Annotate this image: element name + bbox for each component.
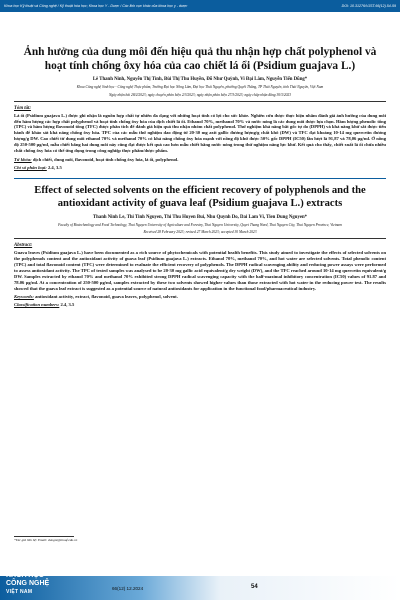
en-authors: Thanh Ninh Le, Thi Tinh Nguyen, Thi Thu Huyen Bui, Nhu Quynh Do, Dai Lam Vi, Tien Dung Nguyen* xyxy=(92,214,308,220)
vn-classification xyxy=(14,165,386,170)
vn-dates: Ngày nhận bài 28/2/2023; ngày chuyển phản biện 2/3/2023; ngày nhận phản biện 27/3/2023; ngày chấp nhận đăng 30/3/2023 xyxy=(108,92,292,97)
en-affiliation: Faculty of Biotechnology and Food Technology, Thai Nguyen University of Agriculture and Forestry, Thai Nguyen University, Quyet Thang Ward, Thai Nguyen City, Thai Nguyen Province, Vietnam xyxy=(58,222,342,227)
vn-title: Ảnh hưởng của dung môi đến hiệu quả thu nhận hợp chất polyphenol và hoạt tính chống ôxy hóa của cao chiết lá ổi (Psidium guajava L.) xyxy=(23,46,377,72)
logo-line-3: VIỆT NAM xyxy=(6,589,33,595)
en-keywords-value: antioxidant activity, extract, flavonoid, guava leaves, polyphenol, solvent. xyxy=(35,294,178,300)
journal-header-bar xyxy=(0,0,400,12)
en-title: Effect of selected solvents on the efficient recovery of polyphenols and the antioxidant activity of guava leaf (Psidium guajava L.) extracts xyxy=(34,184,366,209)
issue-info: 66(12) 12.2024 xyxy=(112,586,144,591)
article-body xyxy=(14,16,386,307)
vn-class-value: 2.4, 3.5 xyxy=(47,164,62,170)
en-class-value: 2.4, 3.5 xyxy=(60,302,75,308)
logo-line-2: CÔNG NGHỆ xyxy=(6,580,50,587)
journal-section: Khoa học Kỹ thuật và Công nghệ / Kỹ thuật hóa học; Khoa học Y - Dược / Các lĩnh vực khác của khoa học y - dược xyxy=(4,4,188,8)
en-classification xyxy=(14,302,386,307)
divider xyxy=(14,238,386,239)
en-abstract: Guava leaves (Psidium guajava L.) have been documented as a rich source of phytochemicals with potential health benefits. This study aimed to investigate the effects of selected solvents on the polyphenols content and the antioxidant activity of guava leaf (Psidium guajava L.) extracts. Ethanol 70%, methanol 70%, and hot water are selected solvents. Total phenolic content (TPC) and total flavonoid content (TFC) were determined to evaluate the efficient recovery of polyphenols. The DPPH radical scavenging ability and reducing power assays were performed to assess antioxidant activity. The TPC of tested samples was analysed to be 20-30 mg gallic acid equivalent/g dry weight (DW), and the TFC reached around 10-14 mg quercetin equivalent/g DW. Samples extracted by ethanol 70% and methanol 70% exhibited strong DPPH radical scavenging capacity with the half-maximal inhibitory concentration (IC50) values of 91.87 and 78.06 µg/ml. At a concentration of 250-500 µg/ml, samples extracted by these two solvents showed higher values than those extracted with hot water in the reducing power test. The results showed that the guava leaf extract is suggested as a potential source of natural antioxidants for application in the functional food/pharmaceutical industry. xyxy=(14,250,386,291)
logo-line-1: KHOA HỌC xyxy=(6,572,44,579)
vn-abstract-heading: Tóm tắt: xyxy=(14,105,31,111)
en-keywords-label: Keywords: xyxy=(14,294,34,300)
vn-affiliation: Khoa Công nghệ Sinh học - Công nghệ Thực phẩm, Trường Đại học Nông Lâm, Đại học Thái Nguyên, phường Quyết Thắng, TP Thái Nguyên, tỉnh Thái Nguyên, Việt Nam xyxy=(76,85,324,89)
corresponding-author-note: *Tác giả liên hệ: Email: dungnt@tnuaf.edu.vn xyxy=(14,538,78,542)
vn-authors: Lê Thanh Ninh, Nguyễn Thị Tình, Bùi Thị Thu Huyền, Đỗ Như Quỳnh, Vi Đại Lâm, Nguyễn Tiến Dũng* xyxy=(92,77,308,82)
vn-keywords xyxy=(14,157,386,162)
divider xyxy=(14,101,386,102)
en-keywords xyxy=(14,294,386,299)
language-separator xyxy=(14,178,386,179)
doi-link[interactable]: DOI: 10.31276/VJST.66(12).54-59 xyxy=(341,4,396,8)
en-dates: Received 28 February 2023; revised 27 March 2023; accepted 30 March 2023 xyxy=(143,230,257,235)
vn-keywords-value: dịch chiết, dung môi, flavonoid, hoạt tính chống ôxy hóa, lá ổi, polyphenol. xyxy=(32,156,179,162)
footnote-rule xyxy=(14,536,74,537)
vn-abstract: Lá ổi (Psidium guajava L.) được ghi nhận là nguồn hợp chất tự nhiên đa dạng với những hoạt tính có lợi cho sức khỏe. Nghiên cứu được thực hiện nhằm đánh giá ảnh hưởng của dung môi đến hàm lượng các hợp chất polyphenol và hoạt tính chống ôxy hóa của dịch chiết lá ổi. Ethanol 70%, methanol 70% và nước nóng là các dung môi được lựa chọn. Hàm lượng phenolic tổng (TPC) và hàm lượng flavonoid tổng (TFC) được phân tích để đánh giá hiệu quả thu nhận nhóm chất polyphenol. Thử nghiệm khả năng bắt gốc tự do (DPPH) và khả năng khử sắt được tiến hành để khảo sát khả năng chống ôxy hóa. TPC của các mẫu thử nghiệm dao động từ 20-30 mg axit gallic đương lượng/g chất khô (DW) và TFC đạt khoảng 10-14 mg quercetin đương lượng/g DW. Cao chiết từ dung môi ethanol 70% và methanol 70% có khả năng chống ôxy hóa mạnh với nồng độ khử được 50% gốc DPPH (IC50) lần lượt là 91,87 và 78,06 µg/ml. Ở nồng độ 250-500 µg/ml, mẫu chiết bằng hai dung môi này cũng đạt được kết quả cao hơn mẫu chiết bằng nước nóng trong thử nghiệm năng lực khử. Kết quả cho thấy, chiết xuất lá ổi chứa nhiều chất chống ôxy hóa có thể ứng dụng trong công nghiệp thực phẩm/dược phẩm. xyxy=(14,112,386,154)
vn-class-label: Chỉ số phân loại: xyxy=(14,164,47,170)
page-footer xyxy=(0,572,400,600)
en-class-label: Classification numbers: xyxy=(14,302,60,308)
journal-logo xyxy=(6,572,62,598)
vn-keywords-label: Từ khóa: xyxy=(14,156,32,162)
en-abstract-heading: Abstract: xyxy=(14,243,33,249)
page-number: 54 xyxy=(251,584,258,590)
